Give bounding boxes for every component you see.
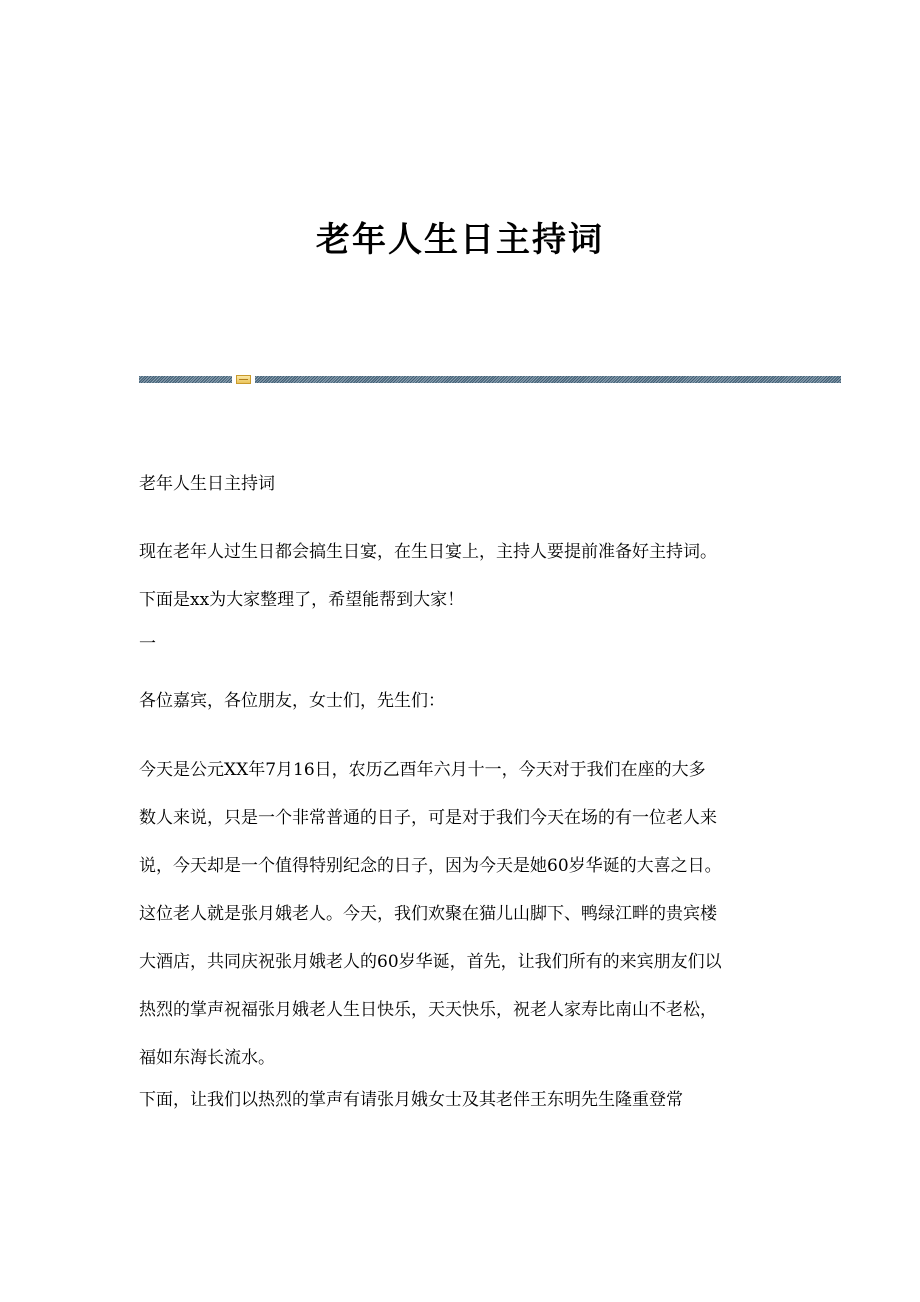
- text-line: 大酒店，共同庆祝张月娥老人的60岁华诞，首先，让我们所有的来宾朋友们以: [139, 952, 722, 972]
- text-line: 下面是xx为大家整理了，希望能帮到大家！: [139, 590, 465, 610]
- section-number: [139, 632, 799, 656]
- paragraph-body: [139, 746, 799, 1082]
- text-line: 老年人生日主持词: [139, 474, 275, 494]
- text-line: 说，今天却是一个值得特别纪念的日子，因为今天是她60岁华诞的大喜之日。: [139, 856, 722, 876]
- paragraph-heading: [139, 472, 799, 496]
- paragraph-closing: [139, 1088, 799, 1112]
- text-line: 一: [139, 634, 156, 654]
- page-title: 老年人生日主持词: [316, 220, 604, 260]
- text-line: 数人来说，只是一个非常普通的日子，可是对于我们今天在场的有一位老人来: [139, 808, 717, 828]
- divider-bar-right: [255, 376, 841, 383]
- title-divider: [139, 375, 841, 384]
- text-line: 下面，让我们以热烈的掌声有请张月娥女士及其老伴王东明先生隆重登常: [139, 1090, 683, 1110]
- paragraph-intro: [139, 528, 799, 624]
- text-line: 这位老人就是张月娥老人。今天，我们欢聚在猫儿山脚下、鸭绿江畔的贵宾楼: [139, 904, 717, 924]
- paragraph-greeting: [139, 689, 799, 713]
- text-line: 今天是公元XX年7月16日，农历乙酉年六月十一，今天对于我们在座的大多: [139, 760, 706, 780]
- divider-bar-left: [139, 376, 232, 383]
- ornament-emblem-icon: [236, 375, 251, 384]
- text-line: 现在老年人过生日都会搞生日宴，在生日宴上，主持人要提前准备好主持词。: [139, 542, 717, 562]
- text-line: 各位嘉宾，各位朋友，女士们，先生们：: [139, 691, 445, 711]
- text-line: 热烈的掌声祝福张月娥老人生日快乐，天天快乐，祝老人家寿比南山不老松，: [139, 1000, 717, 1020]
- text-line: 福如东海长流水。: [139, 1048, 275, 1068]
